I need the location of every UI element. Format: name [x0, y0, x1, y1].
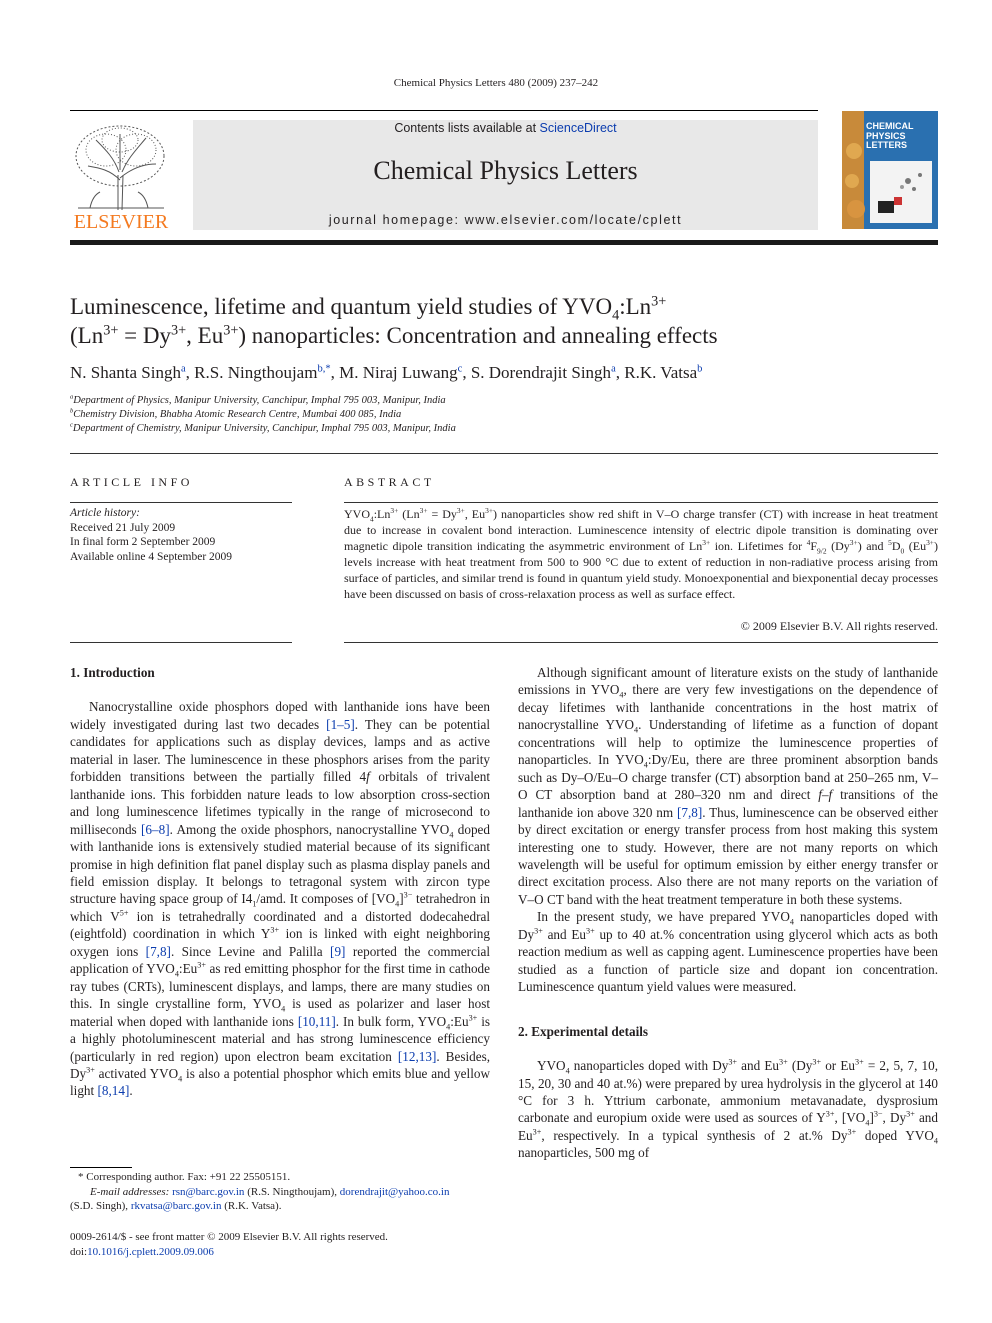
history-label: Article history: — [70, 507, 140, 519]
affiliation-a: $^a$Department of Physics, Manipur University, Canchipur, Imphal 795 003, Manipur, India — [70, 393, 446, 406]
journal-name: Chemical Physics Letters — [373, 156, 638, 185]
running-head: Chemical Physics Letters 480 (2009) 237–242 — [393, 77, 599, 89]
sciencedirect-link[interactable]: ScienceDirect — [539, 121, 617, 135]
header-thick-rule — [70, 240, 938, 245]
body-column-left — [70, 664, 490, 1100]
abstract-text: $YVO_4:Ln^{3+}$ ($Ln^{3+} = Dy^{3+}$, $Eu^{3+}$) nanoparticles show red shift in V–O charge transfer (CT) with increase in heat treatment due to increase in covalent bond interaction. Luminescence intensity of electric dipole transition is dominating over magnetic dipole transition indicating the asymmetric environment of $Ln^{3+}$ ion. Lifetimes for $^4F_{9/2}$ $(Dy^{3+})$ and $^5D_0$ $(Eu^{3+})$ levels increase with heat treatment from 500 to 900 °C due to extent of reduction in non-radiative process arising from surface of particles, and similar trend is found in quantum yield study. Monoexponential and biexponential decay processes have been discussed on basis of cross-relaxation process as well as surface effect. — [344, 506, 938, 601]
experimental-paragraph-1: $YVO_4$ nanoparticles doped with $Dy^{3+}$ and $Eu^{3+}$ ($Dy^{3+}$ or $Eu^{3+} = 2$, 5, 7, 10, 15, 20, 30 and 40 at.%) were prepared by urea hydrolysis in the glycerol at 140 °C for 3 h. Yttrium carbonate, ammonium metavanadate, dysprosium carbonate and europium oxide were used as sources of $Y^{3+}$, $[VO_4]^{3-}$, $Dy^{3+}$ and $Eu^{3+}$, respectively. In a typical synthesis of 2 at.% $Dy^{3+}$ doped $YVO_4$ nanoparticles, 500 mg of — [518, 1057, 939, 1161]
contents-prefix: Contents lists available at — [394, 121, 540, 135]
elsevier-wordmark: ELSEVIER — [73, 211, 169, 233]
section-heading-experimental: 2. Experimental details — [518, 1023, 649, 1039]
affiliation-mark[interactable]: a — [611, 363, 616, 375]
affiliation-mark[interactable]: a — [180, 363, 186, 375]
author-name[interactable]: M. Niraj Luwang — [339, 363, 458, 382]
cover-title-line-2: PHYSICS — [866, 130, 906, 141]
intro-paragraph-1: Nanocrystalline oxide phosphors doped with lanthanide ions have been widely investigated during last two decades [1–5]. They can be potential candidates for applications such as display devices, lamps and as active material in laser. The luminescence in these phosphors arises from the parity forbidden transitions between the partially filled 4f orbitals of trivalent lanthanide ions. This forbidden nature leads to low absorption cross-section and long luminescence lifetimes typically in the range of microsecond to milliseconds [6–8]. Among the oxide phosphors, nanocrystalline $YVO_4$ doped with lanthanide ions is extensively studied material because of its significant promise in high definition flat panel display such as plasma display panels and field emission display. It belongs to tetragonal system with zircon type structure having space group of $I4_1$/amd. It composes of $[VO_4]^{3-}$ tetrahedron in which $V^{5+}$ ion is tetrahedrally coordinated and a distorted dodecahedral (eightfold) coordination in which $Y^{3+}$ ion is linked with eight neighboring oxygen ions [7,8]. Since Levine and Palilla [9] reported the commercial application of $YVO_4:Eu^{3+}$ as red emitting phosphor for the first time in cathode ray tubes (CRTs), luminescent displays, and lamps, there are many studies on this. In single crystalline form, $YVO_4$ is used as polarizer and laser host material when doped with lanthanide ions [10,11]. In bulk form, $YVO_4:Eu^{3+}$ is a highly photoluminescent material and has strong luminescence efficiency (particularly in red region) upon electron beam excitation [12,13]. Besides, $Dy^{3+}$ activated $YVO_4$ is also a potential phosphor which emits blue and yellow light [8,14]. — [70, 699, 491, 1099]
header-rule — [70, 110, 818, 111]
article-history — [70, 506, 292, 564]
journal-cover-image — [842, 111, 938, 229]
intro-paragraph-3: In the present study, we have prepared $YVO_4$ nanoparticles doped with $Dy^{3+}$ and $Eu^{3+}$ up to 40 at.% concentration using glycerol which acts as both reaction medium as well as capping agent. Luminescence properties have been studied as a function of particle size and dopant ion concentration. Luminescence quantum yield values were measured. — [518, 909, 939, 995]
corresponding-author-note: * Corresponding author. Fax: +91 22 25505151. — [78, 1171, 291, 1183]
doi-link[interactable]: 10.1016/j.cplett.2009.09.006 — [87, 1245, 214, 1258]
intro-paragraph-2: Although significant amount of literature exists on the study of lanthanide emissions in $YVO_4$, there are very few investigations on the dependence of decay lifetimes with lanthanide concentrations in the host matrix of nanocrystalline $YVO_4$. Understanding of lifetime as a function of dopant concentrations will help to optimize the luminescence properties of nanoparticles. In $YVO_4:Dy/Eu$, there are three prominent absorption bands such as Dy–O/Eu–O charge transfer (CT) absorption band at 250–265 nm, V–O CT absorption band at 280–320 nm and direct f–f transitions of the lanthanide ion above 320 nm [7,8]. Thus, luminescence can be observed either by direct excitation or energy transfer process from host making this system interesting one to study. However, there are not many reports on which wavelength will be useful for optimum emission by either energy transfer or direct excitation process. Also there are not many reports on the variation of V–O CT band with the heat treatment temperature in both these systems. — [518, 665, 939, 907]
email-label: E-mail addresses: — [90, 1185, 170, 1198]
journal-homepage[interactable]: journal homepage: www.elsevier.com/locate/cplett — [328, 213, 683, 227]
footnote-rule — [70, 1167, 132, 1168]
article-info-heading: ARTICLE INFO — [70, 475, 193, 489]
author-name[interactable]: R.S. Ningthoujam — [194, 363, 318, 382]
author-name[interactable]: S. Dorendrajit Singh — [470, 363, 612, 382]
contents-line — [193, 121, 818, 135]
email-link[interactable]: rkvatsa@barc.gov.in — [130, 1200, 222, 1212]
cover-title — [866, 122, 914, 151]
copyright: © 2009 Elsevier B.V. All rights reserved. — [740, 619, 938, 633]
body-column-right — [518, 664, 938, 1162]
received-date: Received 21 July 2009 — [70, 521, 176, 534]
section-separator — [70, 453, 938, 454]
affiliation-c: $^c$Department of Chemistry, Manipur University, Canchipur, Imphal 795 003, Manipur, India — [70, 421, 456, 434]
affiliation-mark[interactable]: b,* — [317, 363, 331, 375]
cover-title-line-1: CHEMICAL — [866, 121, 914, 131]
article-title: Luminescence, lifetime and quantum yield studies of $YVO_4:Ln^{3+}$ ($Ln^{3+} = Dy^{3+}$, $Eu^{3+}$) nanoparticles: Concentration and annealing effects — [70, 293, 718, 348]
revised-date: In final form 2 September 2009 — [70, 536, 216, 548]
email-link[interactable]: dorendrajit@yahoo.co.in — [339, 1185, 450, 1198]
issn-line: 0009-2614/$ - see front matter © 2009 Elsevier B.V. All rights reserved. — [70, 1231, 388, 1243]
author-name[interactable]: N. Shanta Singh — [70, 363, 181, 382]
abstract-heading: ABSTRACT — [344, 475, 435, 489]
author-list: N. Shanta Singh$^a$, R.S. Ningthoujam$^{b,*}$, M. Niraj Luwang$^c$, S. Dorendrajit Singh$^a$, R.K. Vatsa$^b$ — [70, 363, 703, 382]
section-heading-introduction: 1. Introduction — [70, 665, 155, 680]
email-link[interactable]: rsn@barc.gov.in — [172, 1185, 245, 1198]
cover-title-line-3: LETTERS — [866, 140, 908, 150]
online-date: Available online 4 September 2009 — [70, 550, 233, 563]
footnote: * Corresponding author. Fax: +91 22 25505151. E-mail addresses: rsn@barc.gov.in (R.S. Ningthoujam), dorendrajit@yahoo.co.in (S.D. Singh), rkvatsa@barc.gov.in (R.K. Vatsa). — [70, 1170, 490, 1214]
affiliation-b: $^b$Chemistry Division, Bhabha Atomic Research Centre, Mumbai 400 085, India — [70, 407, 402, 420]
affiliation-mark[interactable]: b — [697, 363, 703, 375]
affiliation-mark[interactable]: c — [457, 363, 463, 375]
author-name[interactable]: R.K. Vatsa — [624, 363, 698, 382]
imprint: 0009-2614/$ - see front matter © 2009 Elsevier B.V. All rights reserved. doi:10.1016/j.cplett.2009.09.006 — [70, 1230, 490, 1259]
